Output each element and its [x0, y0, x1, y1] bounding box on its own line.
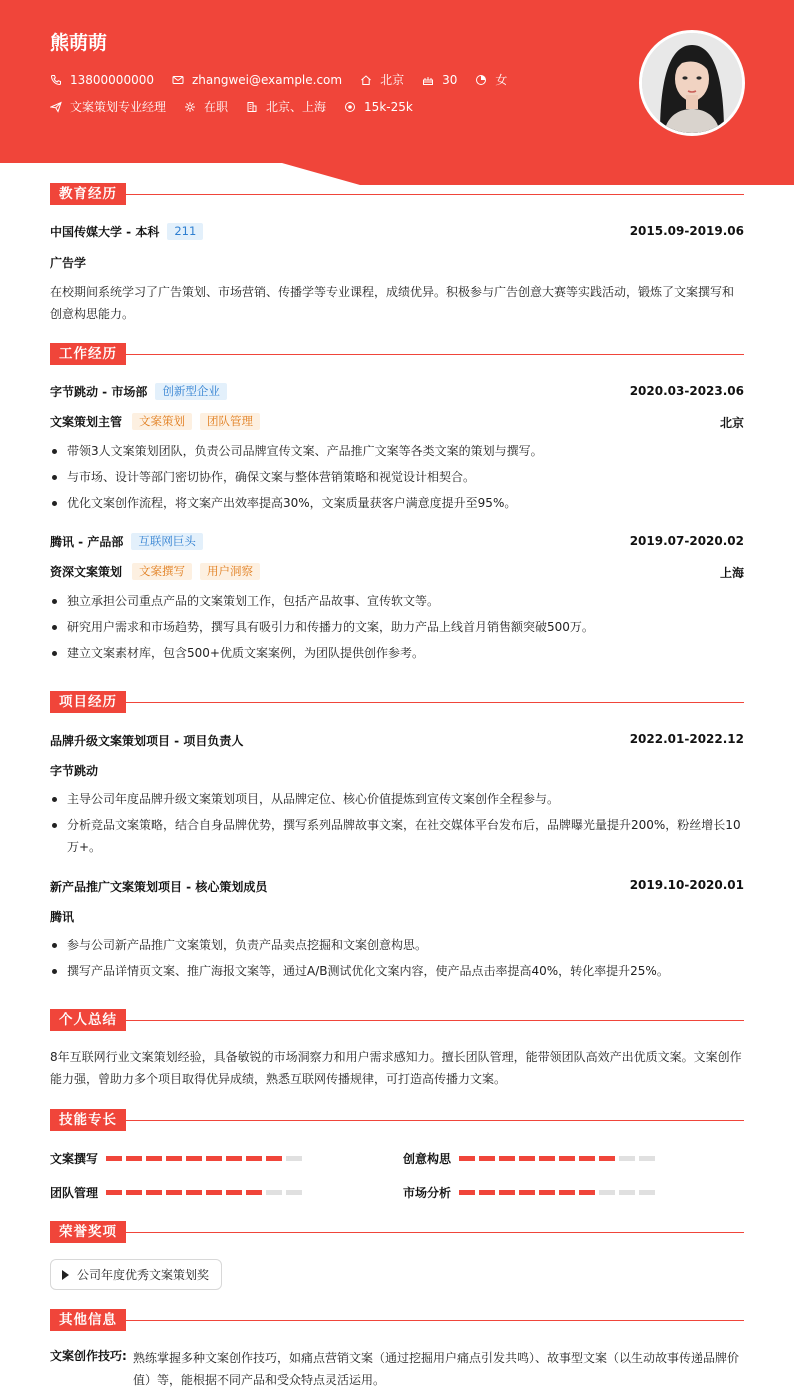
education-date: 2015.09-2019.06 [629, 224, 744, 238]
skill-level-segment [286, 1190, 302, 1195]
skill-level-segment [166, 1190, 182, 1195]
city-item [360, 71, 404, 88]
skill-name: 团队管理 [50, 1186, 99, 1200]
list-item: 优化文案创作流程，将文案产出效率提高30%，文案质量获客户满意度提升至95%。 [50, 492, 744, 514]
skill-level-segment [186, 1190, 202, 1195]
school-name: 中国传媒大学 - 本科 [50, 225, 160, 239]
job-target-item [50, 98, 166, 115]
project-title: 新产品推广文案策划项目 - 核心策划成员 [50, 880, 268, 894]
list-item: 独立承担公司重点产品的文案策划工作，包括产品故事、宣传软文等。 [50, 590, 744, 612]
education-major: 广告学 [50, 256, 87, 270]
send-icon [50, 101, 62, 113]
skill-level-segment [539, 1156, 555, 1161]
list-item: 主导公司年度品牌升级文案策划项目，从品牌定位、核心价值提炼到宣传文案创作全程参与。 [50, 788, 744, 810]
age-item [422, 73, 457, 87]
skill-level-segment [499, 1190, 515, 1195]
skill-level-segment [146, 1190, 162, 1195]
triangle-right-icon [62, 1270, 69, 1280]
job-role: 文案策划主管 [50, 415, 123, 429]
work-role-row [50, 413, 744, 430]
skill-level-segment [246, 1190, 262, 1195]
list-item: 研究用户需求和市场趋势，撰写具有吸引力和传播力的文案，助力产品上线首月销售额突破500万。 [50, 616, 744, 638]
skill-item [50, 1184, 302, 1201]
section-summary [50, 1009, 744, 1031]
section-title-awards: 荣誉奖项 [50, 1221, 126, 1243]
gender-text: 女 [495, 73, 508, 87]
skill-level-segment [459, 1190, 475, 1195]
role-tag: 用户洞察 [200, 563, 260, 580]
skill-item [403, 1150, 655, 1167]
section-title-work: 工作经历 [50, 343, 126, 365]
skill-item [50, 1150, 302, 1167]
other-text: 熟练掌握多种文案创作技巧，如痛点营销文案（通过挖掘用户痛点引发共鸣）、故事型文案（以生动故事传递品牌价值）等，能根据不同产品和受众特点灵活运用。 [133, 1351, 740, 1387]
project-date: 2022.01-2022.12 [629, 732, 744, 746]
skill-level-segment [599, 1190, 615, 1195]
job-target-text: 文案策划专业经理 [70, 100, 167, 114]
skill-level-segment [519, 1156, 535, 1161]
other-label: 文案创作技巧: [50, 1349, 127, 1363]
work-location: 北京 [719, 416, 744, 430]
target-city-item [246, 98, 326, 115]
skill-level-segment [206, 1156, 222, 1161]
skill-level-segment [286, 1156, 302, 1161]
skill-level-bar [459, 1190, 655, 1195]
company-name: 腾讯 - 产品部 [50, 535, 124, 549]
section-title-skills: 技能专长 [50, 1109, 126, 1131]
section-awards [50, 1221, 744, 1243]
section-divider [126, 1232, 744, 1233]
gender-icon [475, 74, 487, 86]
skill-level-bar [106, 1156, 302, 1161]
section-title-other: 其他信息 [50, 1309, 126, 1331]
section-work [50, 343, 744, 365]
award-item[interactable] [50, 1259, 222, 1290]
skill-level-segment [126, 1156, 142, 1161]
skill-level-segment [619, 1190, 635, 1195]
section-divider [126, 1320, 744, 1321]
skill-level-segment [226, 1156, 242, 1161]
skill-level-segment [246, 1156, 262, 1161]
skill-level-segment [559, 1190, 575, 1195]
project-org: 字节跳动 [50, 764, 99, 778]
skill-name: 文案撰写 [50, 1152, 99, 1166]
company-tag: 创新型企业 [155, 383, 227, 400]
skill-name: 创意构思 [403, 1152, 452, 1166]
cake-icon [422, 74, 434, 86]
skill-level-segment [579, 1190, 595, 1195]
section-skills [50, 1109, 744, 1131]
skill-level-segment [639, 1156, 655, 1161]
section-divider [126, 702, 744, 703]
section-title-education: 教育经历 [50, 183, 126, 205]
skill-level-segment [106, 1190, 122, 1195]
city-text: 北京 [380, 73, 405, 87]
skill-level-segment [579, 1156, 595, 1161]
skill-level-segment [166, 1156, 182, 1161]
list-item: 分析竞品文案策略，结合自身品牌优势，撰写系列品牌故事文案，在社交媒体平台发布后，品牌曝光量提升200%，粉丝增长10万+。 [50, 814, 744, 858]
age-text: 30 [442, 72, 458, 87]
work-date: 2020.03-2023.06 [629, 384, 744, 398]
skill-level-segment [499, 1156, 515, 1161]
award-name: 公司年度优秀文案策划奖 [77, 1268, 210, 1282]
skill-level-segment [226, 1190, 242, 1195]
list-item: 带领3人文案策划团队，负责公司品牌宣传文案、产品推广文案等各类文案的策划与撰写。 [50, 440, 744, 462]
home-icon [360, 74, 372, 86]
phone-text: 13800000000 [70, 72, 154, 87]
section-divider [126, 354, 744, 355]
project-org: 腾讯 [50, 910, 75, 924]
section-divider [126, 1020, 744, 1021]
skill-level-segment [599, 1156, 615, 1161]
work-role-row [50, 563, 744, 580]
work-location: 上海 [719, 566, 744, 580]
skill-level-segment [206, 1190, 222, 1195]
skill-item [403, 1184, 655, 1201]
project-title: 品牌升级文案策划项目 - 项目负责人 [50, 734, 244, 748]
section-divider [126, 194, 744, 195]
skill-level-segment [479, 1190, 495, 1195]
list-item: 建立文案素材库，包含500+优质文案案例，为团队提供创作参考。 [50, 642, 744, 664]
role-tag: 文案策划 [132, 413, 192, 430]
skill-level-segment [106, 1156, 122, 1161]
skill-level-segment [126, 1190, 142, 1195]
section-projects [50, 691, 744, 713]
skill-level-bar [459, 1156, 655, 1161]
project-date: 2019.10-2020.01 [629, 878, 744, 892]
company-tag: 互联网巨头 [131, 533, 203, 550]
mail-icon [172, 74, 184, 86]
skill-level-segment [479, 1156, 495, 1161]
status-text: 在职 [204, 100, 229, 114]
phone-icon [50, 74, 62, 86]
contact-row [50, 71, 525, 88]
role-tag: 团队管理 [200, 413, 260, 430]
section-title-projects: 项目经历 [50, 691, 126, 713]
salary-item [344, 100, 413, 114]
target-city-text: 北京、上海 [266, 100, 327, 114]
skill-level-segment [559, 1156, 575, 1161]
skill-level-segment [539, 1190, 555, 1195]
resume-header [0, 0, 794, 185]
avatar [639, 30, 745, 136]
section-education [50, 183, 744, 205]
salary-text: 15k-25k [364, 99, 413, 114]
skill-level-segment [519, 1190, 535, 1195]
school-tag: 211 [167, 223, 203, 240]
skill-level-segment [619, 1156, 635, 1161]
skill-level-segment [266, 1156, 282, 1161]
skill-level-segment [146, 1156, 162, 1161]
role-tag: 文案撰写 [132, 563, 192, 580]
work-date: 2019.07-2020.02 [629, 534, 744, 548]
status-item [184, 98, 228, 115]
candidate-name: 熊萌萌 [50, 32, 108, 54]
section-other [50, 1309, 744, 1331]
skill-level-segment [639, 1190, 655, 1195]
coin-icon [344, 101, 356, 113]
email-item [172, 73, 342, 87]
list-item: 参与公司新产品推广文案策划，负责产品卖点挖掘和文案创意构思。 [50, 934, 744, 956]
company-name: 字节跳动 - 市场部 [50, 385, 148, 399]
building-icon [246, 101, 258, 113]
job-intent-row [50, 98, 431, 115]
skill-level-segment [266, 1190, 282, 1195]
email-text: zhangwei@example.com [191, 72, 343, 87]
skill-level-segment [459, 1156, 475, 1161]
phone-item [50, 73, 154, 87]
gender-item [475, 71, 507, 88]
skill-name: 市场分析 [403, 1186, 452, 1200]
skill-level-bar [106, 1190, 302, 1195]
list-item: 与市场、设计等部门密切协作，确保文案与整体营销策略和视觉设计相契合。 [50, 466, 744, 488]
section-divider [126, 1120, 744, 1121]
job-role: 资深文案策划 [50, 565, 123, 579]
portrait-image [642, 33, 742, 133]
summary-text: 8年互联网行业文案策划经验，具备敏锐的市场洞察力和用户需求感知力。擅长团队管理，能带领团队高效产出优质文案。文案创作能力强，曾助力多个项目取得优异成绩，熟悉互联网传播规律，可打造高传播力文案。 [50, 1050, 742, 1086]
section-title-summary: 个人总结 [50, 1009, 126, 1031]
gear-icon [184, 101, 196, 113]
education-description: 在校期间系统学习了广告策划、市场营销、传播学等专业课程，成绩优异。积极参与广告创意大赛等实践活动，锻炼了文案撰写和创意构思能力。 [50, 285, 735, 321]
skill-level-segment [186, 1156, 202, 1161]
list-item: 撰写产品详情页文案、推广海报文案等，通过A/B测试优化文案内容，使产品点击率提高40%，转化率提升25%。 [50, 960, 744, 982]
